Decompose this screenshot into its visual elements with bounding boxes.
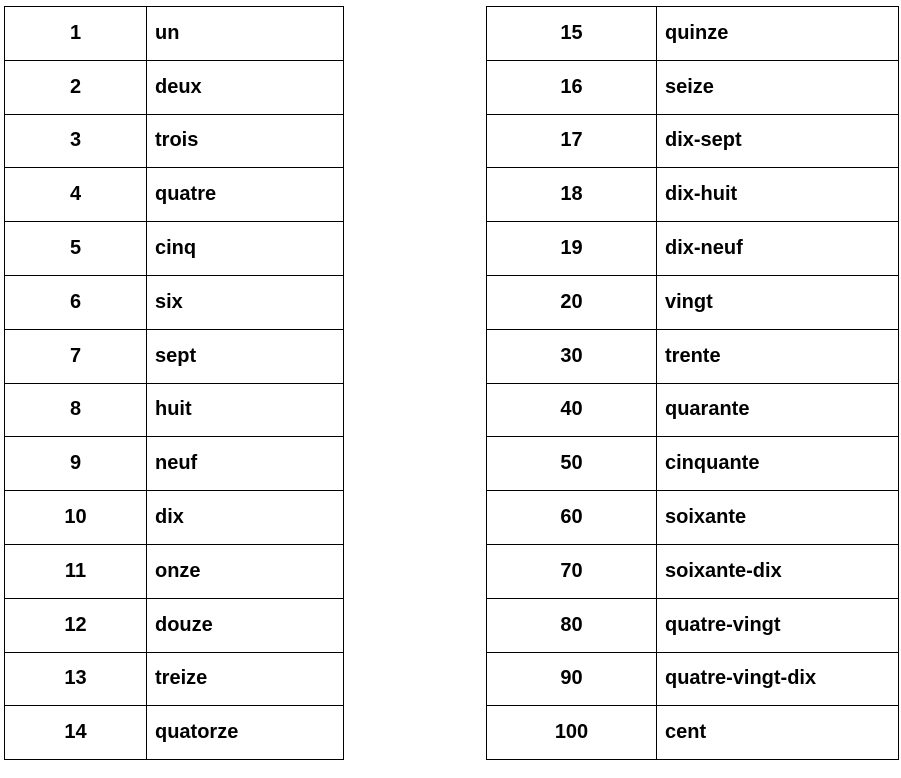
word-cell: quatre	[147, 168, 344, 222]
word-cell: dix-neuf	[657, 222, 899, 276]
table-row	[487, 329, 899, 383]
numbers-table-right	[486, 6, 899, 760]
word-cell: onze	[147, 544, 344, 598]
word-cell: cinquante	[657, 437, 899, 491]
table-row	[487, 491, 899, 545]
table-row	[487, 437, 899, 491]
number-cell: 30	[487, 329, 657, 383]
table-row	[5, 652, 344, 706]
number-cell: 19	[487, 222, 657, 276]
table-row	[5, 168, 344, 222]
number-cell: 1	[5, 7, 147, 61]
number-cell: 100	[487, 706, 657, 760]
table-row	[487, 652, 899, 706]
table-row	[5, 544, 344, 598]
word-cell: douze	[147, 598, 344, 652]
number-cell: 20	[487, 275, 657, 329]
word-cell: quinze	[657, 7, 899, 61]
word-cell: seize	[657, 60, 899, 114]
table-row	[5, 598, 344, 652]
word-cell: cinq	[147, 222, 344, 276]
number-cell: 90	[487, 652, 657, 706]
table-row	[5, 437, 344, 491]
word-cell: dix-huit	[657, 168, 899, 222]
word-cell: trois	[147, 114, 344, 168]
table-row	[487, 7, 899, 61]
table-row	[5, 329, 344, 383]
number-cell: 80	[487, 598, 657, 652]
table-row	[487, 544, 899, 598]
number-cell: 13	[5, 652, 147, 706]
word-cell: un	[147, 7, 344, 61]
table-row	[5, 7, 344, 61]
word-cell: six	[147, 275, 344, 329]
word-cell: deux	[147, 60, 344, 114]
table-row	[5, 706, 344, 760]
word-cell: soixante	[657, 491, 899, 545]
word-cell: treize	[147, 652, 344, 706]
number-cell: 8	[5, 383, 147, 437]
number-cell: 16	[487, 60, 657, 114]
table-row	[487, 275, 899, 329]
table-row	[5, 60, 344, 114]
word-cell: quatre-vingt	[657, 598, 899, 652]
word-cell: dix-sept	[657, 114, 899, 168]
word-cell: huit	[147, 383, 344, 437]
word-cell: dix	[147, 491, 344, 545]
number-cell: 2	[5, 60, 147, 114]
table-row	[487, 168, 899, 222]
number-cell: 4	[5, 168, 147, 222]
number-cell: 18	[487, 168, 657, 222]
table-row	[5, 114, 344, 168]
table-row	[487, 598, 899, 652]
number-cell: 5	[5, 222, 147, 276]
number-cell: 60	[487, 491, 657, 545]
table-row	[487, 222, 899, 276]
table-row	[487, 706, 899, 760]
numbers-table-left	[4, 6, 344, 760]
number-cell: 70	[487, 544, 657, 598]
word-cell: soixante-dix	[657, 544, 899, 598]
word-cell: quarante	[657, 383, 899, 437]
number-cell: 3	[5, 114, 147, 168]
number-cell: 12	[5, 598, 147, 652]
number-cell: 11	[5, 544, 147, 598]
number-cell: 14	[5, 706, 147, 760]
word-cell: cent	[657, 706, 899, 760]
word-cell: vingt	[657, 275, 899, 329]
number-cell: 6	[5, 275, 147, 329]
word-cell: quatorze	[147, 706, 344, 760]
table-row	[5, 222, 344, 276]
word-cell: sept	[147, 329, 344, 383]
table-row	[5, 491, 344, 545]
number-cell: 9	[5, 437, 147, 491]
table-row	[487, 383, 899, 437]
number-cell: 40	[487, 383, 657, 437]
table-row	[487, 60, 899, 114]
number-cell: 7	[5, 329, 147, 383]
table-row	[5, 275, 344, 329]
number-cell: 15	[487, 7, 657, 61]
word-cell: neuf	[147, 437, 344, 491]
word-cell: trente	[657, 329, 899, 383]
number-cell: 17	[487, 114, 657, 168]
word-cell: quatre-vingt-dix	[657, 652, 899, 706]
number-cell: 50	[487, 437, 657, 491]
table-row	[5, 383, 344, 437]
table-row	[487, 114, 899, 168]
number-cell: 10	[5, 491, 147, 545]
